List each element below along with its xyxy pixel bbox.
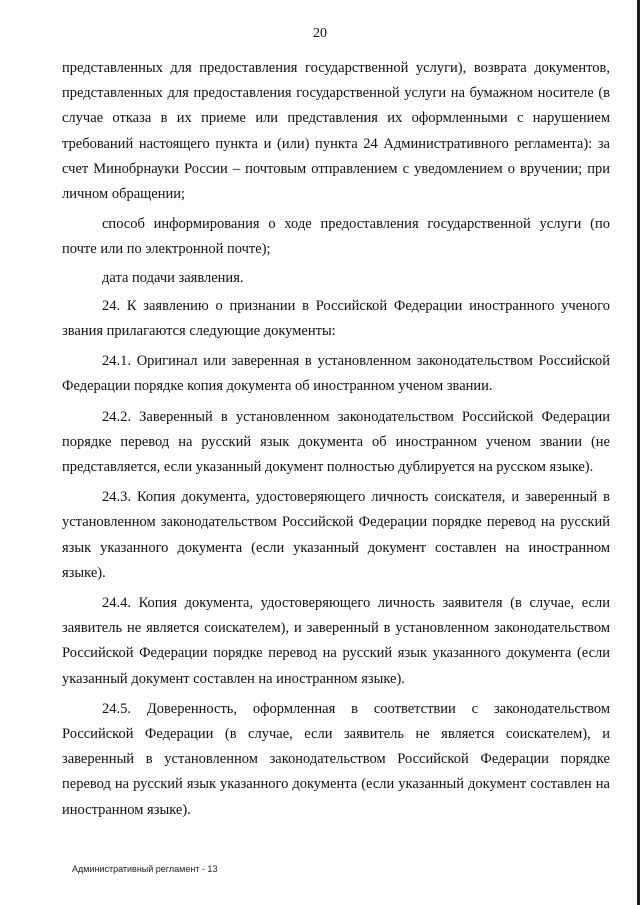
paragraph-24: 24. К заявлению о признании в Российской Федерации иностранного ученого звания прилагаются следующие документы: [62,297,610,340]
paragraph-24-3: 24.3. Копия документа, удостоверяющего личность соискателя, и заверенный в установленном законодательством Российской Федерации порядке перевод на русский язык указанного документа (если указанный документ составлен на иностранном языке). [62,489,610,581]
document-body [62,56,610,823]
paragraph-24-5: 24.5. Доверенность, оформленная в соответствии с законодательством Российской Федерации (в случае, если заявитель не является соискателем), и заверенный в установленном законодательством Российской Федерации порядке перевод на русский язык указанного документа (если указанный документ составлен на иностранном языке). [62,700,610,818]
footer-label: Административный регламент - 13 [72,864,218,874]
paragraph-informing-method: способ информирования о ходе предоставления государственной услуги (по почте или по электронной почте); [62,216,610,258]
paragraph-24-4: 24.4. Копия документа, удостоверяющего личность заявителя (в случае, если заявитель не является соискателем), и заверенный в установленном законодательством Российской Федерации порядке перевод на русский язык указанного документа (если указанный документ составлен на иностранном языке). [62,595,610,687]
paragraph-24-2: 24.2. Заверенный в установленном законодательством Российской Федерации порядке перевод на русский язык документа об иностранном ученом звании (не представляется, если указанный документ полностью дублируется на русском языке). [62,408,610,476]
paragraph-24-1: 24.1. Оригинал или заверенная в установленном законодательством Российской Федерации порядке копия документа об иностранном ученом звании. [62,353,610,395]
paragraph-application-date: дата подачи заявления. [102,269,244,286]
page-number: 20 [313,26,327,41]
paragraph-continuation: представленных для предоставления государственной услуги), возврата документов, представленных для предоставления государственной услуги на бумажном носителе (в случае отказа в их приеме или представления их оформленными с нарушением требований настоящего пункта и (или) пункта 24 Административного регламента): за счет Минобрнауки России – почтовым отправлением с уведомлением о вручении; при личном обращении; [62,60,610,203]
